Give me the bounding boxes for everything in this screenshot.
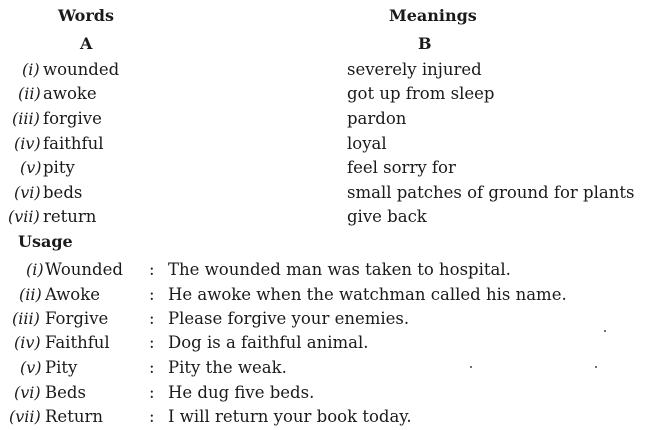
separator-colon: : — [149, 407, 155, 426]
column-b-label: B — [418, 34, 432, 53]
item-number: (iii) — [12, 109, 40, 128]
scan-speck — [470, 366, 472, 368]
usage-word: Beds — [45, 383, 86, 402]
item-number: (vii) — [8, 207, 40, 226]
usage-word: Return — [45, 407, 103, 426]
scan-speck — [604, 330, 606, 332]
words-heading: Words — [58, 6, 114, 25]
usage-word: Forgive — [45, 309, 109, 328]
usage-sentence: Please forgive your enemies. — [168, 309, 410, 328]
item-number: (i) — [22, 60, 40, 79]
scan-speck — [595, 366, 597, 368]
separator-colon: : — [149, 309, 155, 328]
vocab-meaning: small patches of ground for plants — [347, 183, 635, 202]
vocab-word: forgive — [43, 109, 102, 128]
usage-sentence: Dog is a faithful animal. — [168, 333, 369, 352]
vocab-word: faithful — [43, 134, 104, 153]
item-number: (iv) — [14, 134, 41, 153]
separator-colon: : — [149, 285, 155, 304]
item-number: (ii) — [19, 285, 42, 304]
vocab-word: wounded — [43, 60, 120, 79]
vocab-word: awoke — [43, 84, 97, 103]
usage-sentence: I will return your book today. — [168, 407, 412, 426]
vocab-meaning: loyal — [347, 134, 387, 153]
usage-word: Faithful — [45, 333, 110, 352]
item-number: (iii) — [12, 309, 40, 328]
separator-colon: : — [149, 260, 155, 279]
vocab-word: pity — [43, 158, 75, 177]
usage-word: Pity — [45, 358, 78, 377]
usage-heading: Usage — [18, 232, 73, 251]
vocab-meaning: feel sorry for — [347, 158, 456, 177]
meanings-heading: Meanings — [389, 6, 477, 25]
separator-colon: : — [149, 333, 155, 352]
vocab-meaning: give back — [347, 207, 427, 226]
vocab-word: beds — [43, 183, 83, 202]
separator-colon: : — [149, 358, 155, 377]
item-number: (vi) — [14, 383, 41, 402]
vocab-word: return — [43, 207, 97, 226]
vocab-meaning: pardon — [347, 109, 407, 128]
usage-sentence: The wounded man was taken to hospital. — [168, 260, 511, 279]
usage-word: Awoke — [45, 285, 100, 304]
usage-sentence: Pity the weak. — [168, 358, 287, 377]
separator-colon: : — [149, 383, 155, 402]
item-number: (ii) — [18, 84, 41, 103]
item-number: (vii) — [9, 407, 41, 426]
item-number: (vi) — [14, 183, 41, 202]
column-a-label: A — [80, 34, 93, 53]
item-number: (i) — [26, 260, 44, 279]
usage-sentence: He awoke when the watchman called his name. — [168, 285, 567, 304]
item-number: (v) — [20, 358, 42, 377]
vocab-meaning: got up from sleep — [347, 84, 495, 103]
item-number: (v) — [20, 158, 42, 177]
vocab-meaning: severely injured — [347, 60, 482, 79]
usage-word: Wounded — [45, 260, 123, 279]
item-number: (iv) — [14, 333, 41, 352]
usage-sentence: He dug five beds. — [168, 383, 315, 402]
